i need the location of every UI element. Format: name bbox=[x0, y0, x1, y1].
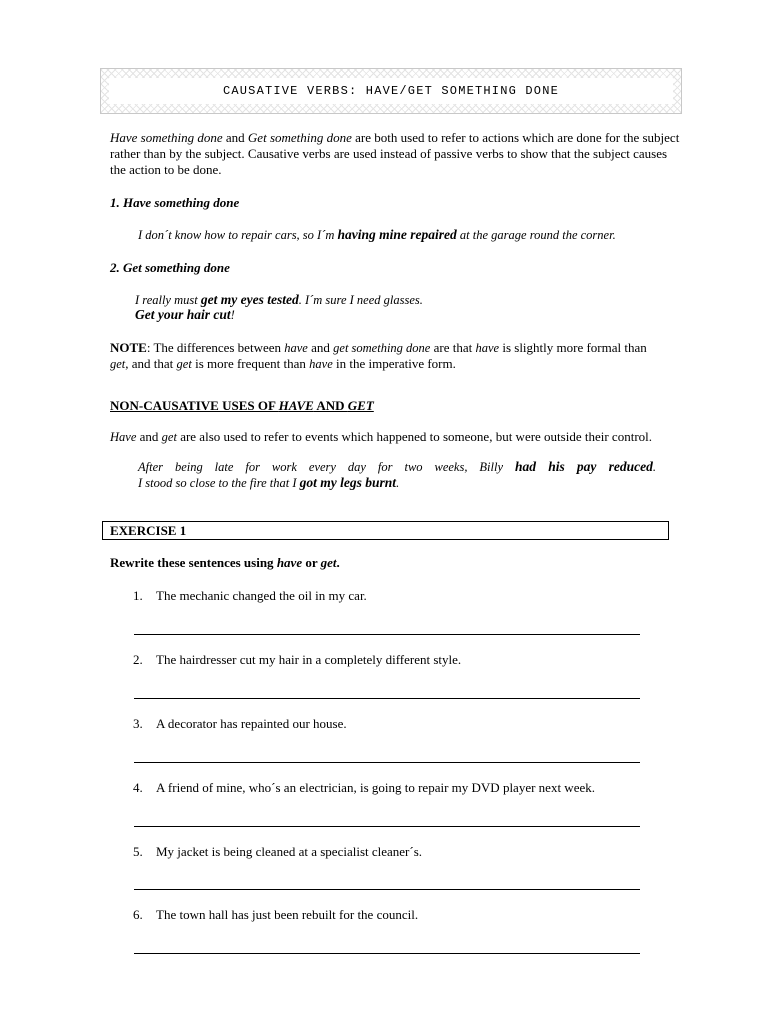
exercise-item-3 bbox=[133, 716, 653, 732]
example-text: ! bbox=[230, 308, 235, 322]
item-text: My jacket is being cleaned at a specialist cleaner´s. bbox=[156, 844, 423, 859]
item-text: A decorator has repainted our house. bbox=[156, 716, 347, 731]
item-number: 4. bbox=[133, 780, 143, 795]
item-number: 2. bbox=[133, 652, 143, 667]
intro-text-body: are both used to refer to actions which are done for the subject rather than by the subject. Causative verbs are used instead of passive verbs to show that the subject causes the action to be done. bbox=[110, 130, 680, 177]
noncausative-heading bbox=[110, 398, 685, 414]
answer-line-2[interactable] bbox=[134, 698, 640, 699]
note-text: are that bbox=[430, 340, 476, 355]
note-term: have bbox=[309, 357, 333, 371]
instruction-text: or bbox=[302, 555, 321, 570]
item-text: A friend of mine, who´s an electrician, is going to repair my DVD player next week. bbox=[156, 780, 595, 795]
example-highlight: get my eyes tested bbox=[200, 292, 299, 307]
noncausative-paragraph bbox=[110, 429, 660, 445]
intro-paragraph bbox=[110, 130, 685, 178]
exercise-label: EXERCISE 1 bbox=[102, 521, 669, 540]
note-text: : The differences between bbox=[146, 340, 285, 355]
heading-text: GET bbox=[347, 398, 374, 413]
intro-term-have: Have something done bbox=[110, 130, 223, 145]
example-text: . bbox=[396, 476, 400, 490]
example-text: I really must bbox=[135, 293, 201, 307]
example-highlight: got my legs burnt bbox=[299, 475, 397, 490]
example-text: I don´t know how to repair cars, so I´m bbox=[138, 228, 338, 242]
item-text: The town hall has just been rebuilt for the council. bbox=[156, 907, 419, 922]
example-highlight: having mine repaired bbox=[337, 227, 457, 242]
paragraph-text: and bbox=[136, 429, 162, 444]
item-number: 1. bbox=[133, 588, 143, 603]
note-text: is more frequent than bbox=[191, 356, 310, 371]
answer-line-6[interactable] bbox=[134, 953, 640, 954]
exercise-item-4 bbox=[133, 780, 653, 796]
noncausative-example-1 bbox=[138, 459, 656, 475]
exercise-item-2 bbox=[133, 652, 653, 668]
exercise-item-5 bbox=[133, 844, 653, 860]
note-text: is slightly more formal than bbox=[499, 340, 647, 355]
item-number: 6. bbox=[133, 907, 143, 922]
note-text: in the imperative form. bbox=[332, 356, 456, 371]
section2-heading: 2. Get something done bbox=[110, 260, 230, 275]
intro-term-get: Get something done bbox=[247, 130, 352, 145]
note-label: NOTE bbox=[110, 340, 147, 355]
note-text: , and that bbox=[125, 356, 177, 371]
intro-text: and bbox=[222, 130, 248, 145]
note-term: get bbox=[176, 357, 192, 371]
example-text: I stood so close to the fire that I bbox=[138, 476, 300, 490]
instruction-text: Rewrite these sentences using bbox=[110, 555, 277, 570]
exercise-instruction bbox=[110, 555, 685, 571]
item-text: The hairdresser cut my hair in a completely different style. bbox=[156, 652, 462, 667]
example-text: . bbox=[652, 460, 656, 474]
exercise-item-6 bbox=[133, 907, 653, 923]
instruction-text: . bbox=[336, 555, 340, 570]
note-text: and bbox=[307, 340, 334, 355]
answer-line-4[interactable] bbox=[134, 826, 640, 827]
example-text: After being late for work every day for two weeks, Billy bbox=[138, 460, 515, 474]
answer-line-3[interactable] bbox=[134, 762, 640, 763]
note-term: get something done bbox=[333, 341, 431, 355]
section2-example-2 bbox=[135, 307, 695, 323]
heading-text: AND bbox=[313, 398, 348, 413]
item-text: The mechanic changed the oil in my car. bbox=[156, 588, 367, 603]
section1-example bbox=[138, 227, 698, 243]
item-number: 5. bbox=[133, 844, 143, 859]
instruction-term: get bbox=[320, 555, 337, 570]
section1-heading: 1. Have something done bbox=[110, 195, 240, 210]
noncausative-example-2 bbox=[138, 475, 658, 491]
heading-text: HAVE bbox=[278, 398, 314, 413]
example-text: at the garage round the corner. bbox=[456, 228, 616, 242]
example-highlight: had his pay reduced bbox=[514, 459, 653, 474]
term: Have bbox=[110, 430, 137, 444]
item-number: 3. bbox=[133, 716, 143, 731]
note-term: have bbox=[475, 341, 500, 355]
answer-line-5[interactable] bbox=[134, 889, 640, 890]
instruction-term: have bbox=[276, 555, 303, 570]
term: get bbox=[161, 430, 177, 444]
section2-example-1 bbox=[135, 292, 695, 308]
title-frame bbox=[100, 68, 682, 114]
heading-text: NON-CAUSATIVE USES OF bbox=[110, 398, 279, 413]
note-term: have bbox=[284, 341, 308, 355]
example-highlight: Get your hair cut bbox=[135, 307, 231, 322]
exercise-item-1 bbox=[133, 588, 653, 604]
page-title: CAUSATIVE VERBS: HAVE/GET SOMETHING DONE bbox=[109, 78, 673, 104]
note-term: get bbox=[110, 357, 126, 371]
note-paragraph bbox=[110, 340, 650, 372]
answer-line-1[interactable] bbox=[134, 634, 640, 635]
paragraph-text: are also used to refer to events which happened to someone, but were outside their control. bbox=[176, 429, 653, 444]
example-text: . I´m sure I need glasses. bbox=[298, 293, 423, 307]
